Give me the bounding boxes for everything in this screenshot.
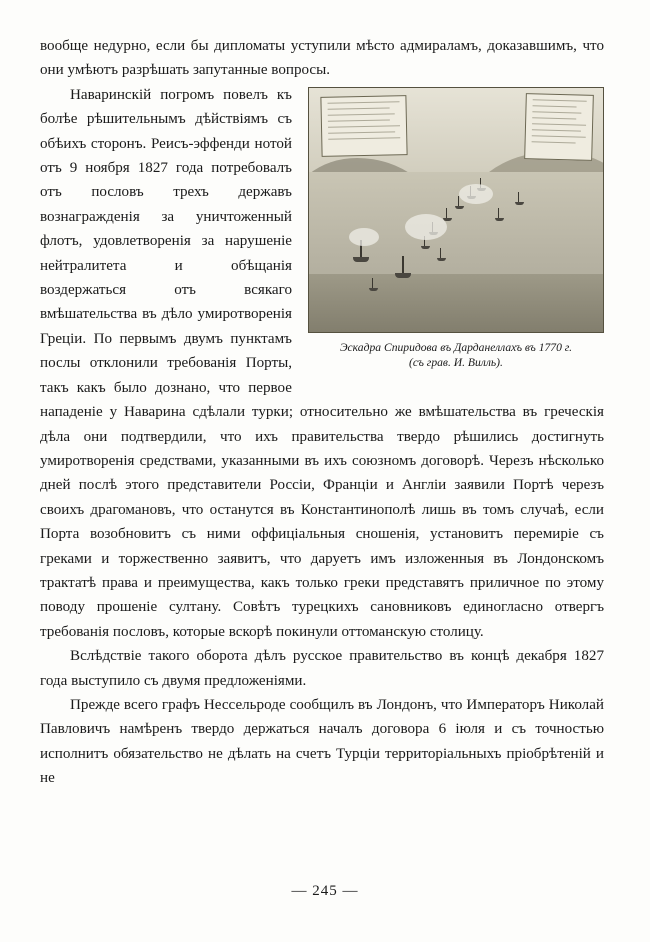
figure-caption-line-1: Эскадра Спиридова въ Дарданеллахъ въ 1770 г. [339, 340, 573, 354]
engraving-ship [443, 208, 452, 221]
paragraph-russian-government: Вслѣдствіе такого оборота дѣлъ русское правительство въ концѣ декабря 1827 года выступило съ двумя предложеніями. [40, 648, 604, 689]
figure-caption [308, 340, 604, 370]
engraving-image [308, 87, 604, 333]
page-body [40, 34, 604, 791]
engraving-smoke [405, 214, 447, 240]
figure-engraving [308, 87, 604, 370]
engraving-ship [495, 208, 504, 221]
engraving-cartouche-right [524, 93, 594, 161]
paragraph-nesselrode: Прежде всего графъ Нессельроде сообщилъ въ Лондонъ, что Императоръ Николай Павловичъ намѣренъ твердо держаться началъ договора 6 іюля и съ точностью исполнитъ обязательство не дѣлать на счетъ Турціи территоріальныхъ пріобрѣтеній и не [40, 696, 604, 787]
engraving-foreground [309, 274, 603, 332]
engraving-smoke [349, 228, 379, 246]
engraving-ship [437, 248, 446, 261]
paragraph-continuation: вообще недурно, если бы дипломаты уступили мѣсто адмираламъ, доказавшимъ, что они умѣютъ разрѣшать запутанные вопросы. [40, 38, 604, 79]
paragraph-navarino: Наваринскій погромъ повелъ къ болѣе рѣшительнымъ дѣйствіямъ съ обѣихъ сторонъ. Реисъ-эффенди нотой отъ 9 ноября 1827 года потребовалъ отъ пословъ трехъ державъ вознагражденія за уничтоженный флотъ, удовлетворенія за нарушеніе нейтралитета и обѣщанія воздержаться отъ всякаго вмѣшательства въ дѣло умиротворенія Греціи. По первымъ двумъ пунктамъ послы отклонили требованія Порты, такъ какъ было дознано, что первое нападеніе у Наварина сдѣлали турки; относительно же вмѣшательства въ греческія дѣла они подтвердили, что ихъ правительства твердо рѣшились достигнуть умиротворенія средствами, указанными въ ихъ союзномъ договорѣ. Черезъ нѣсколько дней послѣ этого представители Россіи, Франціи и Англіи заявили Портѣ черезъ своихъ драгомановъ, что останутся въ Константинополѣ лишь въ томъ случаѣ, если Порта возобновитъ съ ними оффиціальныя сношенія, установитъ перемиріе съ греками и торжественно заявитъ, что даруетъ имъ изложенныя въ Лондонскомъ трактатѣ права и преимущества, какъ только греки представятъ приличное по этому поводу прошеніе султану. Совѣтъ турецкихъ сановниковъ единогласно отвергъ требованія пословъ, которые вскорѣ покинули оттоманскую столицу. [40, 86, 604, 640]
figure-caption-line-2: (съ грав. И. Вилль). [409, 355, 503, 369]
engraving-ship [395, 256, 411, 278]
engraving-smoke [459, 184, 493, 204]
engraving-cartouche-left [320, 95, 407, 157]
page-number: — 245 — [291, 883, 359, 899]
engraving-ship [369, 278, 378, 291]
engraving-ship [515, 192, 524, 205]
